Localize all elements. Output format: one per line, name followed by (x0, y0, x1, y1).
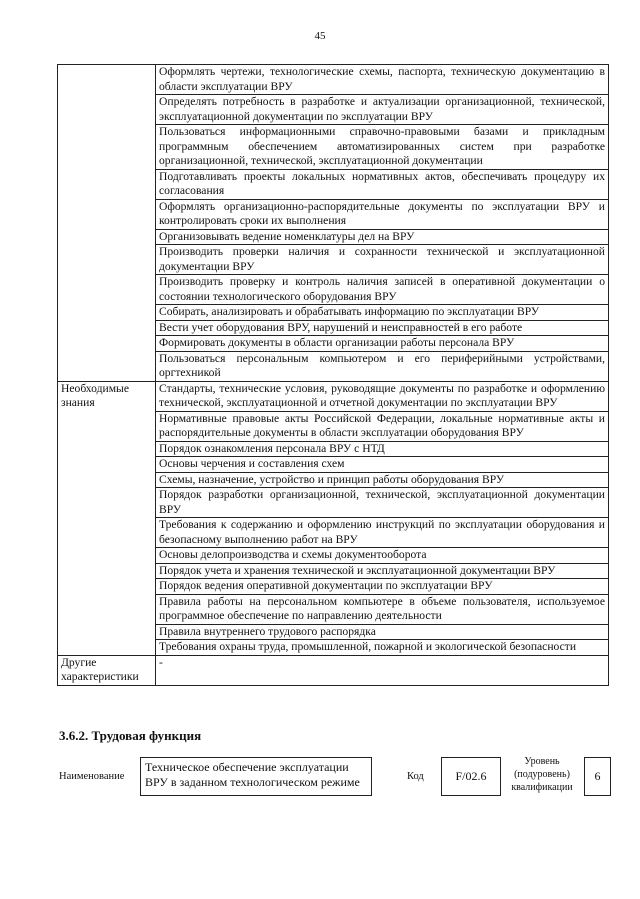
table-cell: Пользоваться информационными справочно-правовыми базами и прикладным программным обеспечением автоматизированных систем при разработке организационной, технической, эксплуатационной документации (156, 125, 609, 170)
table-row (58, 65, 609, 95)
table-cell: Оформлять чертежи, технологические схемы, паспорта, техническую документацию в области эксплуатации ВРУ (156, 65, 609, 95)
table-cell: Формировать документы в области организации работы персонала ВРУ (156, 336, 609, 352)
table-cell: Оформлять организационно-распорядительные документы по эксплуатации ВРУ и контролировать сроки их выполнения (156, 199, 609, 229)
table-cell: Определять потребность в разработке и актуализации организационной, технической, эксплуатационной документации по эксплуатации ВРУ (156, 95, 609, 125)
section-title: 3.6.2. Трудовая функция (59, 728, 202, 743)
table-cell: Основы черчения и составления схем (156, 457, 609, 473)
table-cell: Правила внутреннего трудового распорядка (156, 624, 609, 640)
table-cell: Производить проверку и контроль наличия записей в оперативной документации о состоянии технологического оборудования ВРУ (156, 275, 609, 305)
row-label-other: Другие характеристики (58, 655, 156, 685)
table-row (58, 655, 609, 685)
table-cell: Порядок разработки организационной, технической, эксплуатационной документации ВРУ (156, 488, 609, 518)
qualification-level-label: Уровень (подуровень) квалификации (511, 756, 573, 793)
table-cell: Вести учет оборудования ВРУ, нарушений и неисправностей в его работе (156, 320, 609, 336)
table-body (58, 65, 609, 686)
table-cell: - (156, 655, 609, 685)
qualification-level-box: 6 (584, 757, 611, 796)
table-cell: Требования охраны труда, промышленной, пожарной и экологической безопасности (156, 640, 609, 656)
labor-function-header (59, 757, 611, 827)
name-label: Наименование (59, 771, 125, 782)
row-label-knowledge: Необходимые знания (58, 381, 156, 655)
table-cell: Стандарты, технические условия, руководящие документы по разработке и оформлению технической, эксплуатационной и отчетной документации по эксплуатации ВРУ (156, 381, 609, 411)
code-box: F/02.6 (441, 757, 501, 796)
table-cell: Подготавливать проекты локальных нормативных актов, обеспечивать процедуру их согласования (156, 169, 609, 199)
row-label-empty (58, 65, 156, 382)
table-cell: Нормативные правовые акты Российской Федерации, локальные нормативные акты и распорядительные документы в области эксплуатации оборудования ВРУ (156, 411, 609, 441)
table-cell: Пользоваться персональным компьютером и его периферийными устройствами, оргтехникой (156, 351, 609, 381)
table-cell: Порядок ведения оперативной документации по эксплуатации ВРУ (156, 579, 609, 595)
table-cell: Требования к содержанию и оформлению инструкций по эксплуатации оборудования и безопасному выполнению работ на ВРУ (156, 518, 609, 548)
table-cell: Основы делопроизводства и схемы документооборота (156, 548, 609, 564)
skills-knowledge-table (57, 64, 609, 686)
page-number: 45 (314, 30, 326, 42)
function-name-box: Техническое обеспечение эксплуатации ВРУ в заданном технологическом режиме (140, 757, 372, 796)
table-cell: Правила работы на персональном компьютере в объеме пользователя, используемое программное обеспечение по направлению деятельности (156, 594, 609, 624)
table-cell: Порядок учета и хранения технической и эксплуатационной документации ВРУ (156, 563, 609, 579)
table-cell: Организовывать ведение номенклатуры дел на ВРУ (156, 229, 609, 245)
table-row (58, 381, 609, 411)
table-cell: Собирать, анализировать и обрабатывать информацию по эксплуатации ВРУ (156, 305, 609, 321)
table-cell: Схемы, назначение, устройство и принцип работы оборудования ВРУ (156, 472, 609, 488)
code-label: Код (407, 771, 424, 782)
table-cell: Производить проверки наличия и сохранности технической и эксплуатационной документации ВРУ (156, 245, 609, 275)
table-cell: Порядок ознакомления персонала ВРУ с НТД (156, 441, 609, 457)
